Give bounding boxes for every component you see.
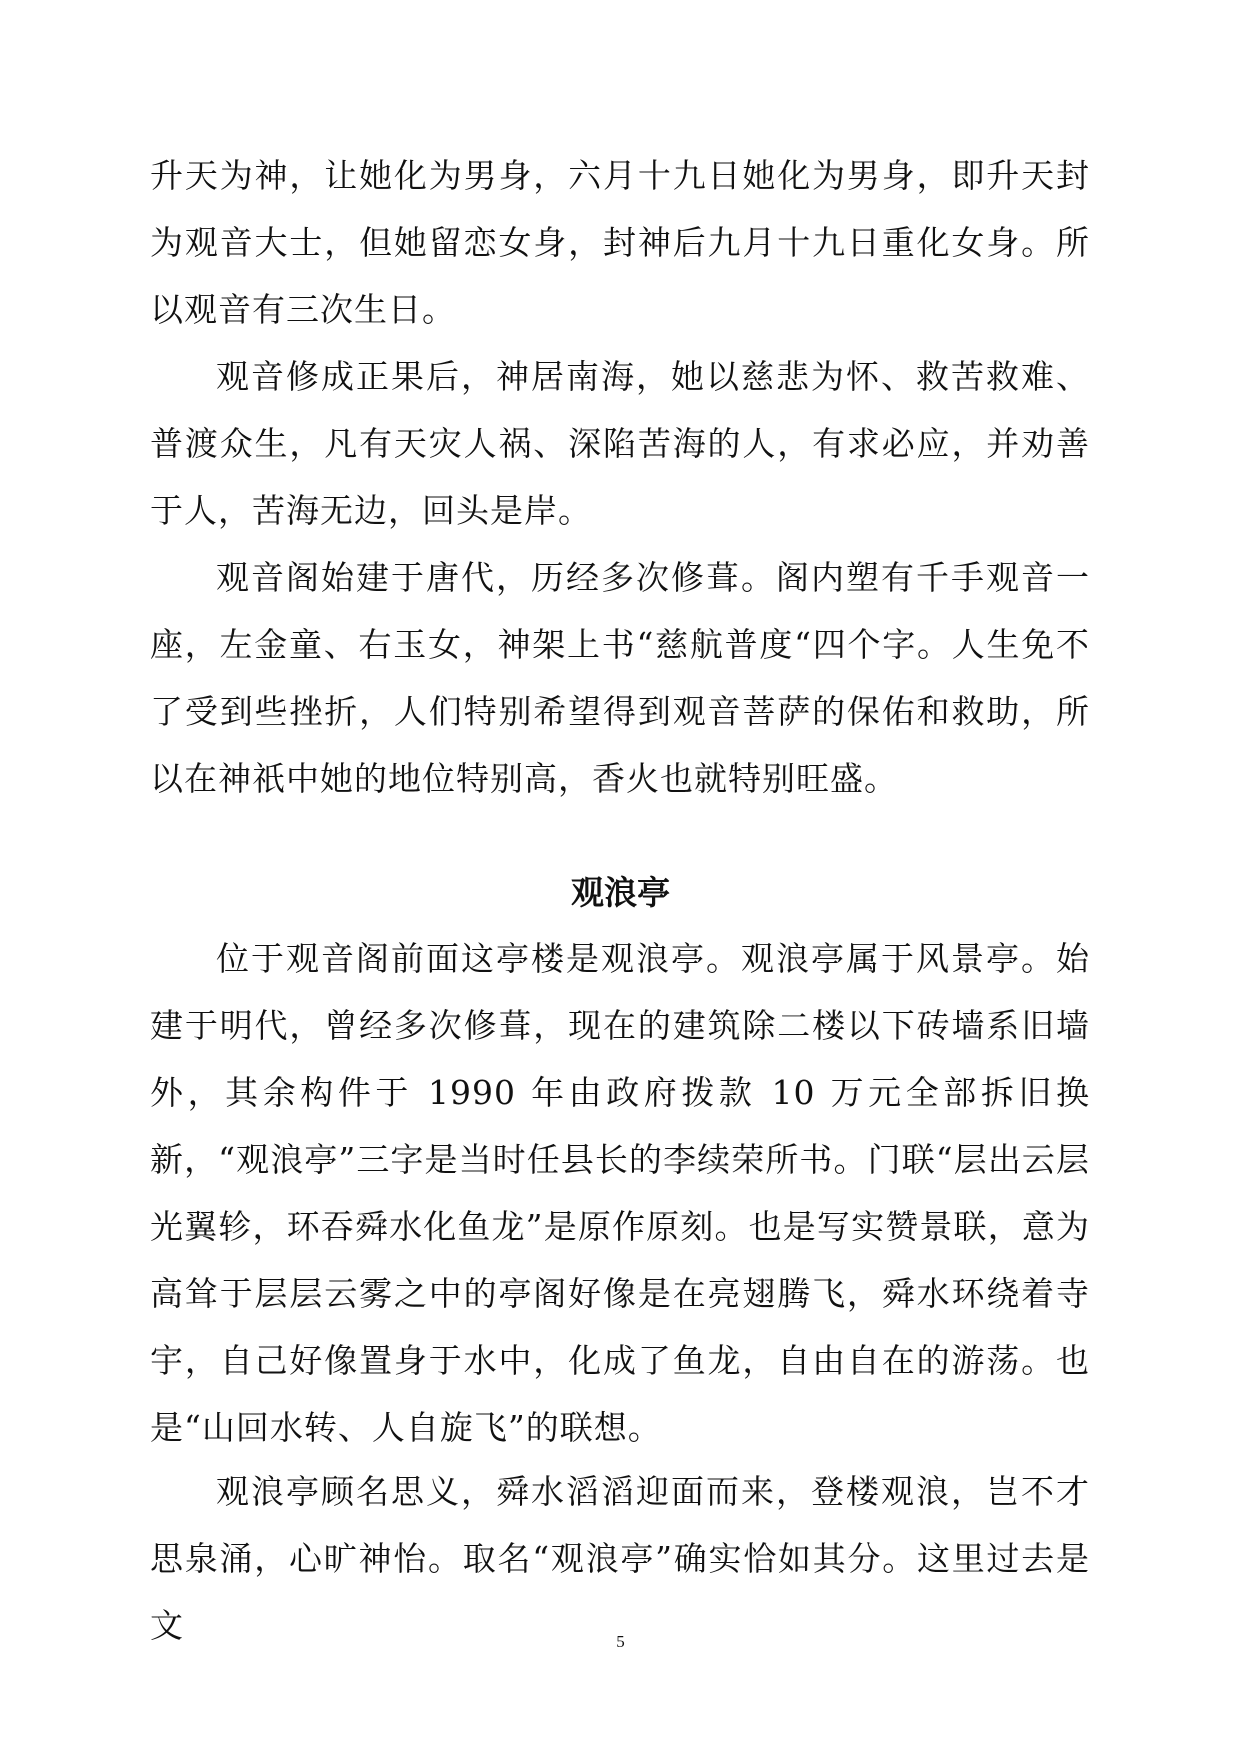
- paragraph-continuation: 升天为神，让她化为男身，六月十九日她化为男身，即升天封为观音大士，但她留恋女身，封神后九月十九日重化女身。所以观音有三次生日。: [150, 156, 1090, 329]
- page-number: 5: [616, 1632, 625, 1651]
- paragraph-guanyin-pavilion: 观音阁始建于唐代，历经多次修葺。阁内塑有千手观音一座，左金童、右玉女，神架上书“慈航普度“四个字。人生免不了受到些挫折，人们特别希望得到观音菩萨的保佑和救助，所以在神祇中她的地位特别高，香火也就特别旺盛。: [150, 558, 1090, 798]
- section-heading: 观浪亭: [571, 873, 670, 912]
- paragraph-guanlang-name: 观浪亭顾名思义，舜水滔滔迎面而来，登楼观浪，岂不才思泉涌，心旷神怡。取名“观浪亭”确实恰如其分。这里过去是文: [150, 1472, 1090, 1645]
- paragraph-guanlang-pavilion: 位于观音阁前面这亭楼是观浪亭。观浪亭属于风景亭。始建于明代，曾经多次修葺，现在的建筑除二楼以下砖墙系旧墙外，其余构件于 1990 年由政府拨款 10 万元全部拆旧换新，“观浪亭”三字是当时任县长的李续荣所书。门联“层出云层光翼轸，环吞舜水化鱼龙”是原作原刻。也是写实赞景联，意为高耸于层层云雾之中的亭阁好像是在亮翅腾飞，舜水环绕着寺宇，自己好像置身于水中，化成了鱼龙，自由自在的游荡。也是“山回水转、人自旋飞”的联想。: [150, 939, 1090, 1447]
- paragraph-guanyin-virtues: 观音修成正果后，神居南海，她以慈悲为怀、救苦救难、普渡众生，凡有天灾人祸、深陷苦海的人，有求必应，并劝善于人，苦海无边，回头是岸。: [150, 357, 1090, 530]
